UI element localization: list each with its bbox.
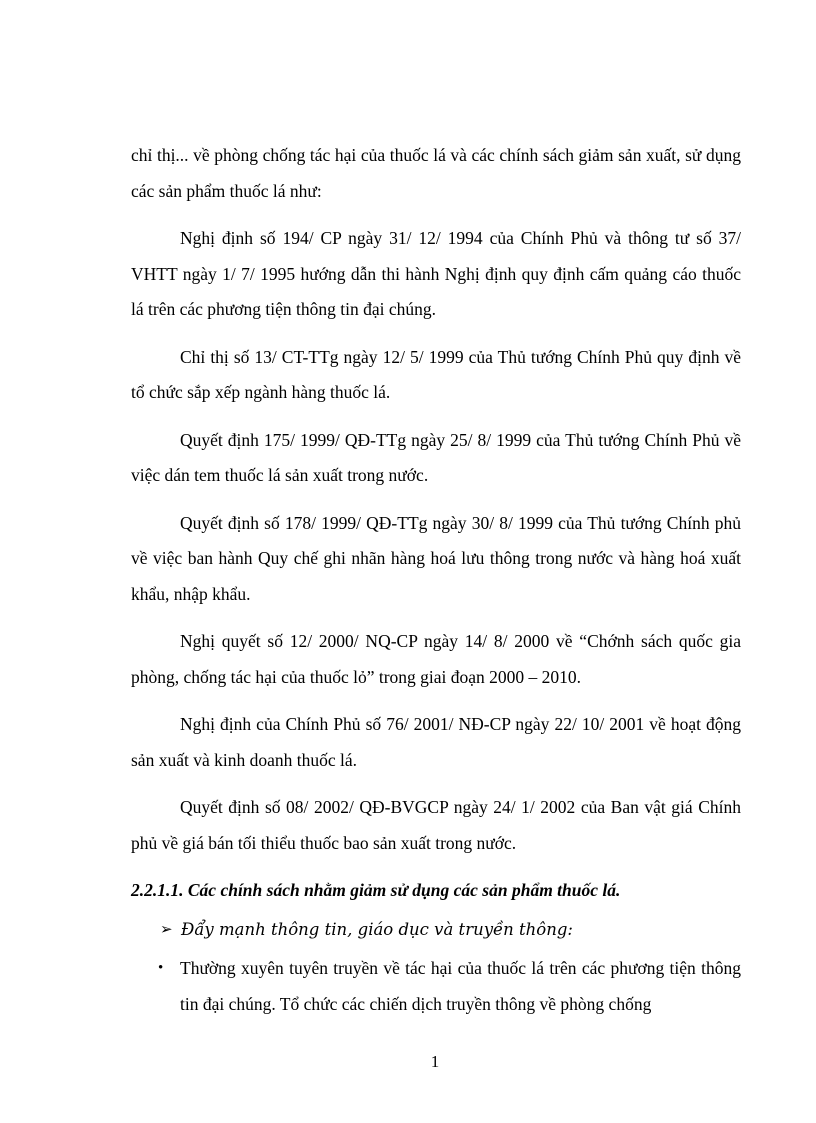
- paragraph-decision-178: Quyết định số 178/ 1999/ QĐ-TTg ngày 30/ 8/ 1999 của Thủ tướng Chính phủ về việc ban hành Quy chế ghi nhãn hàng hoá lưu thông trong nước và hàng hoá xuất khẩu, nhập khẩu.: [131, 512, 741, 604]
- arrow-list-item-text: Đẩy mạnh thông tin, giáo dục và truyền thông:: [181, 920, 573, 939]
- paragraph-decree-194: Nghị định số 194/ CP ngày 31/ 12/ 1994 của Chính Phủ và thông tư số 37/ VHTT ngày 1/ 7/ 1995 hướng dẫn thi hành Nghị định quy định cấm quảng cáo thuốc lá trên các phương tiện thông tin đại chúng.: [131, 228, 741, 319]
- paragraph-intro: chỉ thị... về phòng chống tác hại của thuốc lá và các chính sách giảm sản xuất, sử dụng các sản phẩm thuốc lá như:: [131, 145, 741, 201]
- bullet-list-item: [131, 951, 741, 1022]
- bullet-list-item-text: Thường xuyên tuyên truyền về tác hại của thuốc lá trên các phương tiện thông tin đại chúng. Tổ chức các chiến dịch truyền thông về phòng chống: [180, 958, 741, 1014]
- section-heading: 2.2.1.1. Các chính sách nhằm giảm sử dụng các sản phẩm thuốc lá.: [131, 880, 621, 900]
- paragraph-decision-08: Quyết định số 08/ 2002/ QĐ-BVGCP ngày 24/ 1/ 2002 của Ban vật giá Chính phủ về giá bán tối thiểu thuốc bao sản xuất trong nước.: [131, 797, 741, 853]
- paragraph-resolution-12: Nghị quyết số 12/ 2000/ NQ-CP ngày 14/ 8/ 2000 về “Chớnh sách quốc gia phòng, chống tác hại của thuốc lỏ” trong giai đoạn 2000 – 2010.: [131, 631, 741, 687]
- arrow-bullet-icon: ➢: [160, 920, 173, 938]
- body-text: [131, 138, 741, 1022]
- paragraph-decree-76: Nghị định của Chính Phủ số 76/ 2001/ NĐ-CP ngày 22/ 10/ 2001 về hoạt động sản xuất và kinh doanh thuốc lá.: [131, 714, 741, 770]
- paragraph-directive-13: Chỉ thị số 13/ CT-TTg ngày 12/ 5/ 1999 của Thủ tướng Chính Phủ quy định về tổ chức sắp xếp ngành hàng thuốc lá.: [131, 346, 741, 402]
- paragraph-decision-175: Quyết định 175/ 1999/ QĐ-TTg ngày 25/ 8/ 1999 của Thủ tướng Chính Phủ về việc dán tem thuốc lá sản xuất trong nước.: [131, 429, 741, 485]
- page-number: 1: [430, 1052, 440, 1071]
- arrow-list-item: [131, 912, 741, 947]
- bullet-dot-icon: •: [158, 960, 164, 976]
